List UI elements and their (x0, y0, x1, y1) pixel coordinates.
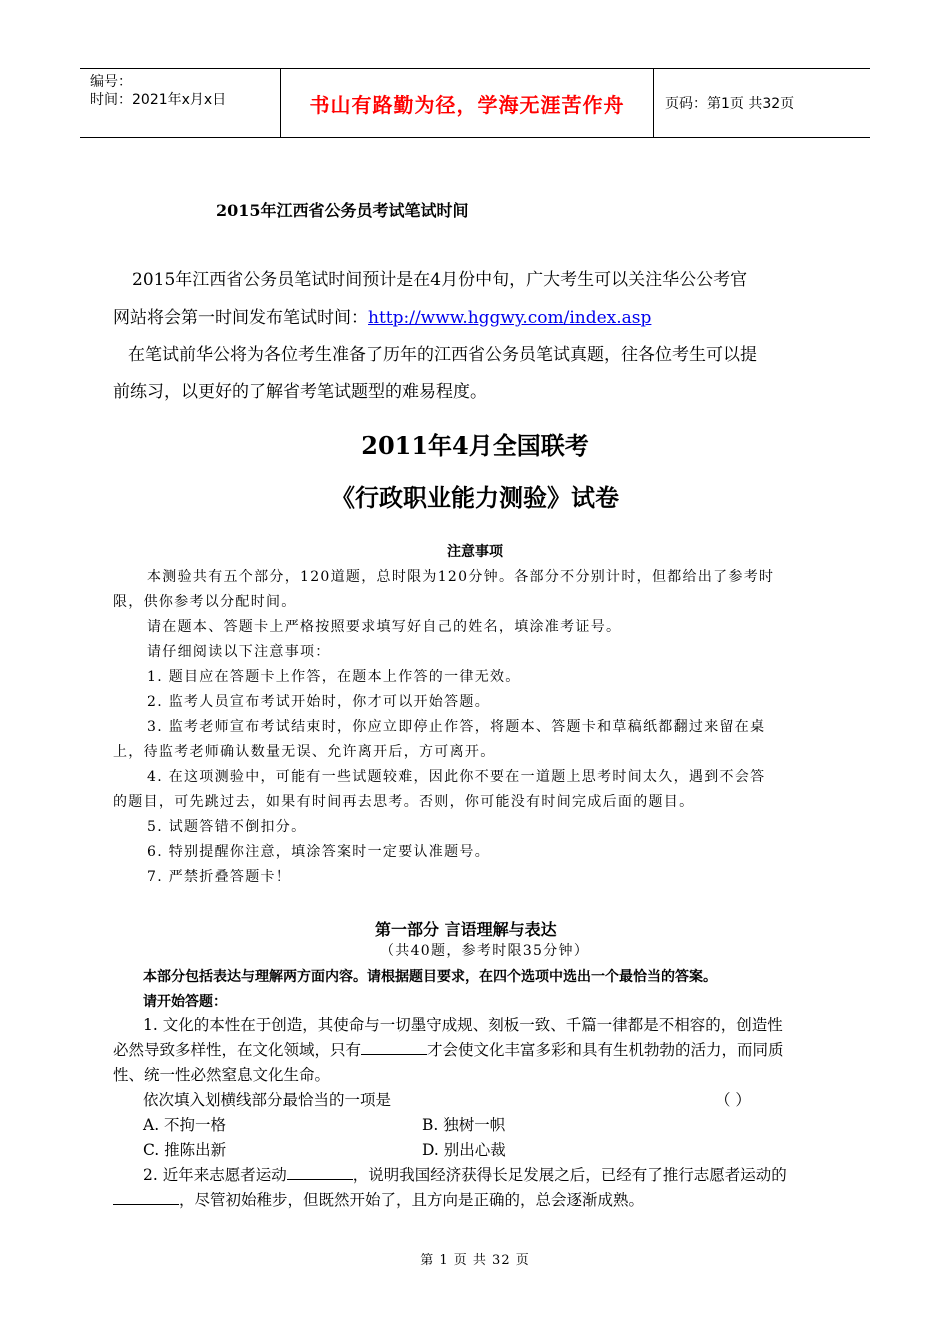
option-b: B. 独树一帜 (422, 1116, 506, 1134)
question-1-line-2 (113, 1040, 784, 1060)
question-1-line-1: 1. 文化的本性在于创造，其使命与一切墨守成规、刻板一致、千篇一律都是不相容的，创造性 (143, 1016, 783, 1034)
number-label: 编号： (90, 74, 132, 90)
notes-line: 6. 特别提醒你注意，填涂答案时一定要认准题号。 (147, 844, 491, 860)
article-title: 2015年江西省公务员考试笔试时间 (216, 201, 469, 220)
question-2-line-1 (143, 1165, 787, 1185)
exam-title: 2011年4月全国联考 (361, 431, 589, 460)
notes-line: 7. 严禁折叠答题卡！ (147, 869, 292, 885)
notes-line: 1. 题目应在答题卡上作答，在题本上作答的一律无效。 (147, 669, 521, 685)
website-link[interactable]: http://www.hggwy.com/index.asp (368, 308, 652, 328)
answer-blank (287, 1165, 353, 1180)
notes-line: 4. 在这项测验中，可能有一些试题较难，因此你不要在一道题上思考时间太久，遇到不会答 (147, 769, 766, 785)
notes-line: 的题目，可先跳过去，如果有时间再去思考。否则，你可能没有时间完成后面的题目。 (113, 794, 695, 810)
article-paragraph-2-line-1: 在笔试前华公将为各位考生准备了历年的江西省公务员笔试真题，往各位考生可以提 (128, 345, 757, 365)
option-d: D. 别出心裁 (422, 1141, 506, 1159)
question-1-prompt: 依次填入划横线部分最恰当的一项是 (143, 1091, 392, 1109)
section-start: 请开始答题： (143, 994, 227, 1010)
notes-line: 上，待监考老师确认数量无误、允许离开后，方可离开。 (113, 744, 496, 760)
article-paragraph-1-line-1: 2015年江西省公务员笔试时间预计是在4月份中旬，广大考生可以关注华公公考官 (132, 270, 748, 290)
notes-line: 请仔细阅读以下注意事项： (147, 644, 331, 660)
question-1-line-3: 性、统一性必然窒息文化生命。 (113, 1066, 331, 1084)
notes-line: 3. 监考老师宣布考试结束时，你应立即停止作答，将题本、答题卡和草稿纸都翻过来留在桌 (147, 719, 766, 735)
section-subtitle: （共40题，参考时限35分钟） (380, 943, 590, 959)
article-paragraph-1-line-2 (113, 308, 651, 328)
page-header (80, 68, 870, 138)
option-c: C. 推陈出新 (143, 1141, 227, 1159)
section-title: 第一部分 言语理解与表达 (375, 920, 557, 939)
question-1-text-a: 必然导致多样性，在文化领域，只有 (113, 1041, 362, 1059)
option-a: A. 不拘一格 (143, 1116, 227, 1134)
question-2-text-b: ，说明我国经济获得长足发展之后，已经有了推行志愿者运动的 (352, 1166, 787, 1184)
question-1-text-b: 才会使文化丰富多彩和具有生机勃勃的活力，而同质 (427, 1041, 784, 1059)
answer-blank (113, 1190, 179, 1205)
answer-parenthesis: （ ） (715, 1091, 751, 1109)
section-intro: 本部分包括表达与理解两方面内容。请根据题目要求，在四个选项中选出一个最恰当的答案。 (143, 969, 717, 985)
header-page-info: 页码：第1页 共32页 (665, 96, 795, 112)
header-motto: 书山有路勤为径，学海无涯苦作舟 (281, 69, 654, 137)
question-2-text-a: 2. 近年来志愿者运动 (143, 1166, 287, 1184)
notes-line: 5. 试题答错不倒扣分。 (147, 819, 307, 835)
notes-heading: 注意事项 (447, 544, 503, 560)
notes-line: 请在题本、答题卡上严格按照要求填写好自己的姓名，填涂准考证号。 (147, 619, 622, 635)
notes-line: 本测验共有五个部分，120道题，总时限为120分钟。各部分不分别计时，但都给出了参考时 (147, 569, 775, 585)
time-label: 时间：2021年x月x日 (90, 92, 227, 108)
article-link-prefix: 网站将会第一时间发布笔试时间： (113, 308, 368, 328)
notes-line: 限，供你参考以分配时间。 (113, 594, 297, 610)
header-meta-cell (80, 69, 281, 137)
question-2-text-c: ，尽管初始稚步，但既然开始了，且方向是正确的，总会逐渐成熟。 (179, 1191, 645, 1209)
article-paragraph-2-line-2: 前练习，以更好的了解省考笔试题型的难易程度。 (113, 382, 487, 402)
page-footer: 第 1 页 共 32 页 (420, 1253, 530, 1268)
exam-subtitle: 《行政职业能力测验》试卷 (331, 483, 619, 512)
question-2-line-2 (113, 1190, 644, 1210)
answer-blank (361, 1040, 427, 1055)
notes-line: 2. 监考人员宣布考试开始时，你才可以开始答题。 (147, 694, 491, 710)
